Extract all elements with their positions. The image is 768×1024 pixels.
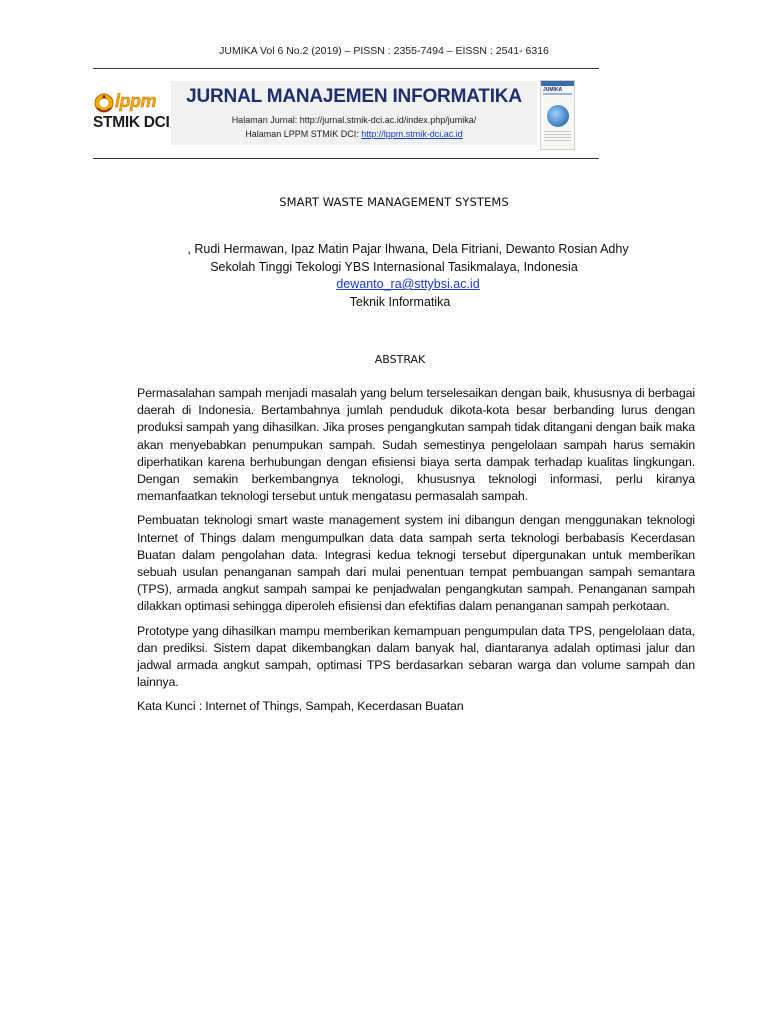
cover-top-band xyxy=(541,81,574,86)
paper-department: Teknik Informatika xyxy=(349,295,451,309)
header-top-rule xyxy=(93,68,599,69)
journal-page-label: Halaman Jurnal: xyxy=(231,115,300,125)
journal-page-url[interactable]: http://jurnal.stmik-dci.ac.id/index.php/jumika/ xyxy=(299,115,477,125)
journal-banner xyxy=(93,73,599,155)
abstract-paragraph: Pembuatan teknologi smart waste management system ini dibangun dengan menggunakan teknologi Internet of Things dalam mengumpulkan data data sampah serta teknologi berbabasis Kecerdasan Buatan dalam pengolahan data. Integrasi kedua teknogi tersebut dipergunakan untuk memberikan sebuah usulan penanganan sampah dari mulai penentuan tempat pembuangan sampah semantara (TPS), armada angkut sampah sampai ke penjadwalan pengangkutan sampah. Penanganan sampah dilakkan optimasi sehingga diperoleh efisiensi dan efektifias dalam penanganan sampah perkotaan. xyxy=(137,513,695,614)
cover-subtitle-bar xyxy=(543,93,572,95)
cover-globe-icon xyxy=(547,105,569,127)
paper-title: SMART WASTE MANAGEMENT SYSTEMS xyxy=(279,195,509,209)
cover-title: JUMIKA xyxy=(543,87,563,93)
abstract-paragraph: Permasalahan sampah menjadi masalah yang belum terselesaikan dengan baik, khususnya di berbagai daerah di Indonesia. Bertambahnya jumlah penduduk dikota-kota besar berbanding lurus dengan produksi sampah yang dihasilkan. Jika proses pengangkutan sampah tidak ditangani dengan baik maka akan menyebabkan penumpukan sampah. Sudah semestinya pengelolaan sampah harus semakin diperhatikan karena berhubungan dengan efisiensi biaya serta dampak terhadap kualitas lingkungan. Dengan semakin berkembangnya teknologi, khususnya teknologi informasi, perlu kiranya memanfaatkan teknologi tersebut untuk mengatasu permasalah sampah. xyxy=(137,386,695,504)
header-bottom-rule xyxy=(93,158,599,159)
lppm-page-label: Halaman LPPM STMIK DCI: xyxy=(245,129,362,139)
lppm-wordmark: lppm xyxy=(115,91,156,111)
abstract-paragraph: Prototype yang dihasilkan mampu memberikan kemampuan pengumpulan data TPS, pengelolaan data, dan prediksi. Sistem dapat dikembangkan dalam banyak hal, diantaranya adalah optimasi jalur dan jadwal armada angkut sampah, optimasi TPS berdasarkan sebaran warga dan volume sampah dan lainnya. xyxy=(137,623,695,690)
stmik-dci-wordmark: STMIK DCI xyxy=(93,114,170,131)
abstract-body xyxy=(137,385,695,716)
lppm-page-link[interactable]: http://lppm.stmik-dci.ac.id xyxy=(361,129,463,139)
journal-title: JURNAL MANAJEMEN INFORMATIKA xyxy=(186,86,522,107)
paper-authors: , Rudi Hermawan, Ipaz Matin Pajar Ihwana, Dela Fitriani, Dewanto Rosian Adhy xyxy=(187,242,629,256)
paper-affiliation: Sekolah Tinggi Tekologi YBS Internasional Tasikmalaya, Indonesia xyxy=(210,260,578,274)
author-email-link[interactable]: dewanto_ra@sttybsi.ac.id xyxy=(336,277,480,291)
abstract-heading: ABSTRAK xyxy=(374,353,426,366)
journal-meta-line: JUMIKA Vol 6 No.2 (2019) – PISSN : 2355-7494 – EISSN : 2541- 6316 xyxy=(219,45,549,57)
lppm-stmik-logo xyxy=(93,90,171,136)
lppm-page-line xyxy=(171,129,537,139)
cover-text-lines xyxy=(544,131,571,143)
journal-cover-thumbnail xyxy=(540,80,575,150)
abstract-keywords: Kata Kunci : Internet of Things, Sampah, Kecerdasan Buatan xyxy=(137,699,464,714)
journal-info-box xyxy=(171,81,537,145)
journal-page-line xyxy=(171,115,537,125)
